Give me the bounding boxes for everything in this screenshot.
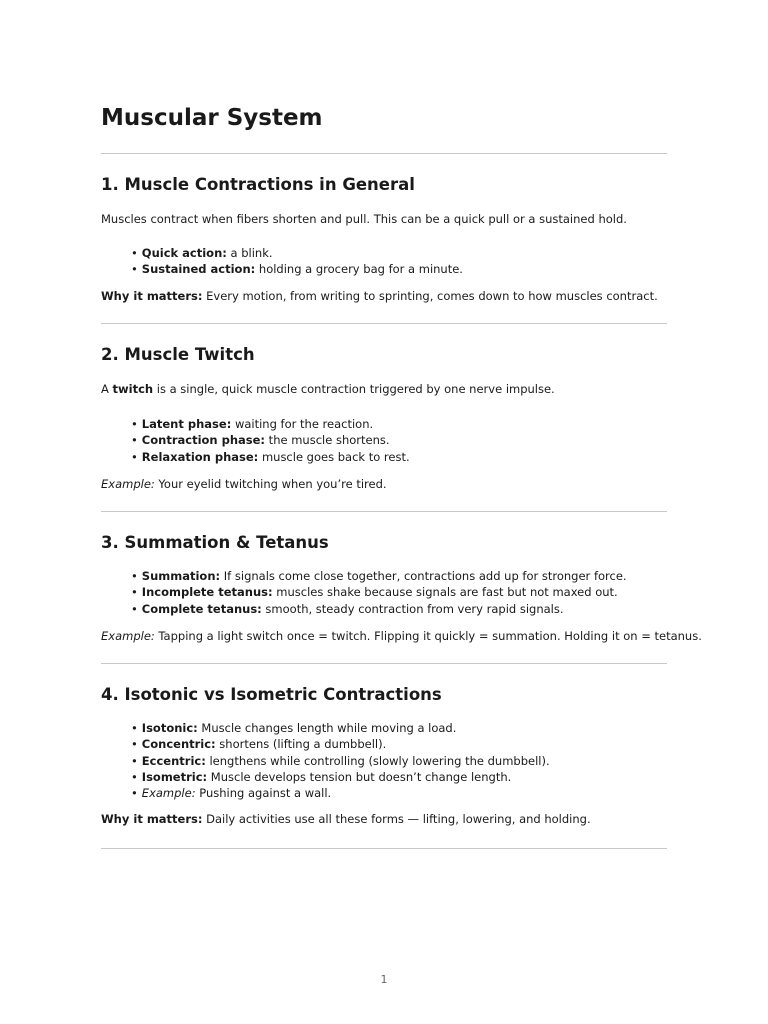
- section-summation-tetanus: [101, 532, 702, 644]
- bullet-icon: •: [131, 753, 138, 768]
- list-item: [131, 432, 667, 448]
- divider: [101, 511, 667, 512]
- bullet-icon: •: [131, 786, 138, 801]
- section-heading: 1. Muscle Contractions in General: [101, 175, 415, 194]
- footer-text: Daily activities use all these forms — lifting, lowering, and holding.: [202, 812, 591, 827]
- page-title: Muscular System: [101, 105, 323, 131]
- item-label: Latent phase:: [141, 417, 232, 431]
- item-label: Example:: [141, 786, 196, 801]
- item-text: smooth, steady contraction from very rapid signals.: [261, 601, 564, 616]
- item-label: Complete tetanus:: [141, 601, 262, 616]
- item-text: Muscle changes length while moving a load.: [197, 721, 457, 735]
- bullet-icon: •: [131, 585, 138, 600]
- item-text: muscle goes back to rest.: [258, 449, 410, 464]
- divider: [101, 323, 667, 324]
- list-item: [131, 584, 667, 600]
- item-text: Pushing against a wall.: [195, 786, 332, 801]
- footer-text: Tapping a light switch once = twitch. Flipping it quickly = summation. Holding it on = tetanus.: [154, 628, 702, 643]
- item-label: Summation:: [141, 569, 221, 583]
- list-item: [131, 261, 667, 277]
- bullet-icon: •: [131, 737, 138, 752]
- bullet-icon: •: [131, 417, 138, 431]
- list-item: [131, 720, 667, 736]
- list-item: [131, 753, 667, 769]
- footer-label: Example:: [101, 476, 155, 491]
- list-item: [131, 449, 667, 465]
- item-label: Sustained action:: [141, 262, 256, 277]
- item-label: Isotonic:: [141, 721, 198, 735]
- bullet-list: [101, 416, 667, 465]
- section-footer: [101, 628, 702, 644]
- item-label: Incomplete tetanus:: [141, 585, 273, 600]
- page-number: 1: [380, 973, 388, 986]
- section-heading: 4. Isotonic vs Isometric Contractions: [101, 685, 442, 704]
- item-label: Eccentric:: [141, 753, 206, 768]
- bullet-list: [101, 568, 667, 617]
- item-text: waiting for the reaction.: [231, 417, 374, 431]
- footer-text: Every motion, from writing to sprinting, comes down to how muscles contract.: [202, 288, 658, 303]
- divider: [101, 663, 667, 664]
- list-item: [131, 416, 667, 432]
- bullet-icon: •: [131, 721, 138, 735]
- list-item: [131, 785, 667, 801]
- intro-text: is a single, quick muscle contraction triggered by one nerve impulse.: [153, 382, 555, 396]
- bullet-icon: •: [131, 433, 138, 448]
- bullet-icon: •: [131, 569, 138, 583]
- bullet-list: [101, 720, 667, 801]
- item-label: Contraction phase:: [141, 433, 266, 448]
- item-text: the muscle shortens.: [265, 433, 390, 448]
- divider: [101, 153, 667, 154]
- bullet-icon: •: [131, 246, 138, 260]
- item-label: Relaxation phase:: [141, 449, 259, 464]
- item-text: lengthens while controlling (slowly lowering the dumbbell).: [205, 753, 550, 768]
- section-intro: [101, 381, 667, 397]
- footer-label: Why it matters:: [101, 812, 203, 827]
- divider: [101, 848, 667, 849]
- item-text: a blink.: [226, 246, 273, 260]
- bullet-list: [101, 245, 667, 278]
- item-label: Isometric:: [141, 769, 208, 784]
- section-footer: [101, 811, 667, 827]
- section-isotonic-isometric: [101, 684, 667, 827]
- footer-label: Why it matters:: [101, 288, 203, 303]
- list-item: [131, 601, 667, 617]
- footer-text: Your eyelid twitching when you’re tired.: [154, 476, 387, 491]
- bullet-icon: •: [131, 449, 138, 464]
- bullet-icon: •: [131, 601, 138, 616]
- list-item: [131, 736, 667, 752]
- item-text: Muscle develops tension but doesn’t change length.: [207, 769, 512, 784]
- bullet-icon: •: [131, 262, 138, 277]
- item-label: Quick action:: [141, 246, 227, 260]
- list-item: [131, 568, 667, 584]
- item-label: Concentric:: [141, 737, 216, 752]
- item-text: muscles shake because signals are fast but not maxed out.: [272, 585, 618, 600]
- section-heading: 3. Summation & Tetanus: [101, 533, 329, 552]
- intro-text: A: [101, 382, 113, 396]
- list-item: [131, 245, 667, 261]
- intro-term: twitch: [112, 382, 154, 396]
- footer-label: Example:: [101, 628, 155, 643]
- section-muscle-contractions: [101, 174, 667, 304]
- section-footer: [101, 288, 667, 304]
- section-footer: [101, 476, 667, 492]
- item-text: shortens (lifting a dumbbell).: [215, 737, 387, 752]
- list-item: [131, 769, 667, 785]
- item-text: holding a grocery bag for a minute.: [255, 262, 463, 277]
- bullet-icon: •: [131, 769, 138, 784]
- item-text: If signals come close together, contractions add up for stronger force.: [220, 569, 627, 583]
- section-muscle-twitch: [101, 344, 667, 492]
- section-intro: Muscles contract when fibers shorten and pull. This can be a quick pull or a sustained hold.: [101, 212, 627, 226]
- section-heading: 2. Muscle Twitch: [101, 345, 255, 364]
